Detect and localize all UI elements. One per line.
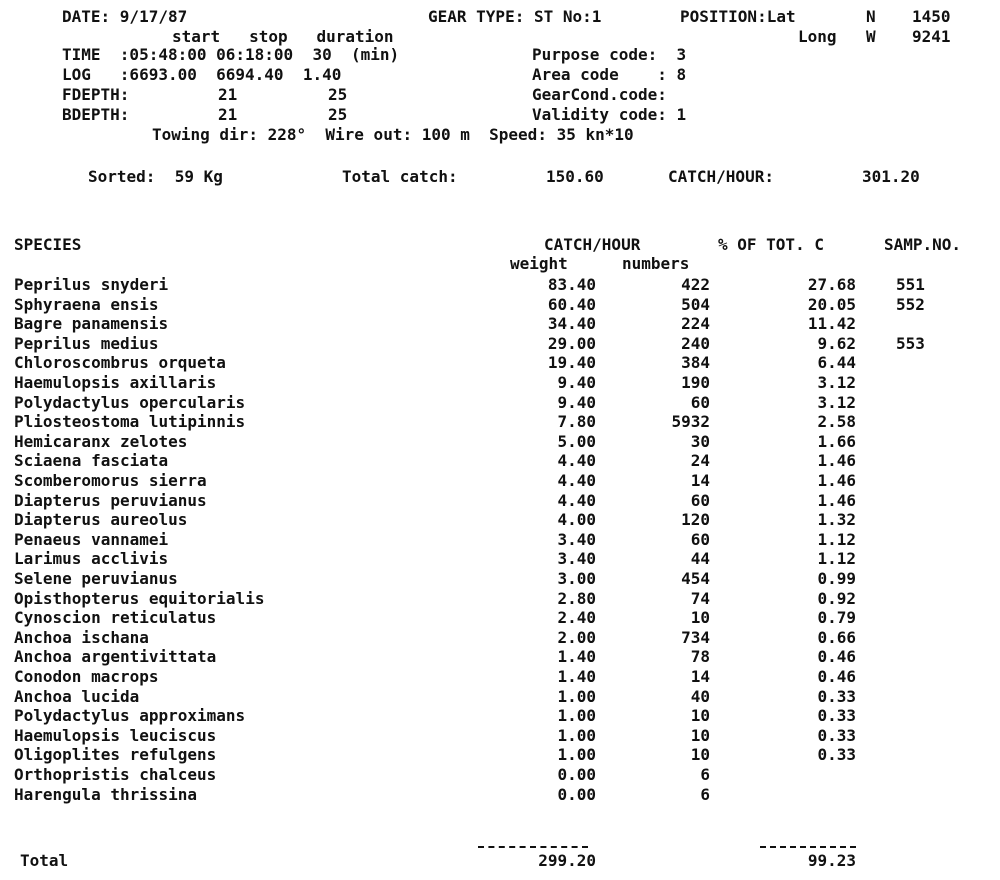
catch-weight: 4.40 — [557, 451, 596, 471]
catch-weight: 2.80 — [557, 588, 596, 608]
table-row — [0, 609, 1000, 627]
table-row — [0, 433, 1000, 451]
total-catch-label: Total catch: — [342, 167, 458, 186]
time-column-labels: start stop duration — [172, 27, 394, 46]
numbers-subheader: numbers — [622, 254, 690, 273]
catch-numbers: 60 — [690, 529, 710, 549]
species-name: Cynoscion reticulatus — [14, 608, 217, 628]
longitude-label: Long — [798, 27, 837, 46]
catch-numbers: 60 — [690, 392, 710, 412]
catch-weight: 4.00 — [557, 510, 596, 530]
catch-weight: 1.40 — [557, 667, 596, 686]
catch-weight: 4.40 — [557, 471, 596, 490]
total-weight: 299.20 — [538, 851, 596, 870]
sample-number-column-header: SAMP.NO. — [884, 235, 962, 254]
species-name: Hemicaranx zelotes — [14, 431, 188, 451]
catch-hour-column-header: CATCH/HOUR — [544, 235, 641, 254]
catch-numbers: 14 — [690, 471, 710, 490]
catch-numbers: 504 — [681, 294, 710, 314]
percent-of-total: 0.33 — [817, 686, 856, 706]
species-name: Peprilus medius — [14, 333, 159, 353]
fdepth-label: FDEPTH: — [62, 85, 130, 104]
species-name: Diapterus aureolus — [14, 510, 188, 530]
catch-weight: 3.40 — [557, 549, 596, 569]
date-field: DATE: 9/17/87 — [62, 7, 188, 26]
species-name: Sciaena fasciata — [14, 451, 169, 471]
species-name: Bagre panamensis — [14, 314, 169, 334]
catch-numbers: 384 — [681, 353, 710, 373]
species-name: Peprilus snyderi — [14, 275, 169, 294]
catch-weight: 1.00 — [557, 706, 596, 726]
table-row — [0, 354, 1000, 372]
catch-numbers: 190 — [681, 373, 710, 392]
catch-weight: 3.00 — [557, 569, 596, 588]
towing-line: Towing dir: 228° Wire out: 100 m Speed: 35 kn*10 — [152, 125, 634, 144]
table-row — [0, 374, 1000, 392]
catch-weight: 19.40 — [547, 353, 596, 373]
catch-numbers: 10 — [690, 725, 710, 745]
table-row — [0, 746, 1000, 764]
percent-of-total: 1.46 — [817, 451, 856, 471]
catch-numbers: 6 — [700, 765, 710, 784]
species-name: Chloroscombrus orqueta — [14, 353, 226, 373]
species-name: Polydactylus approximans — [14, 706, 246, 726]
species-name: Diapterus peruvianus — [14, 490, 207, 510]
catch-weight: 0.00 — [557, 784, 596, 804]
percent-total-column-header: % OF TOT. C — [718, 235, 824, 254]
species-name: Sphyraena ensis — [14, 294, 159, 314]
species-name: Scomberomorus sierra — [14, 471, 207, 490]
species-column-header: SPECIES — [14, 235, 82, 254]
species-name: Penaeus vannamei — [14, 529, 169, 549]
longitude-direction: W — [866, 27, 876, 46]
table-row — [0, 629, 1000, 647]
catch-numbers: 734 — [681, 627, 710, 647]
species-name: Anchoa ischana — [14, 627, 149, 647]
species-name: Polydactylus opercularis — [14, 392, 246, 412]
longitude-value: 9241 — [912, 27, 951, 46]
species-name: Orthopristis chalceus — [14, 765, 217, 784]
catch-weight: 3.40 — [557, 529, 596, 549]
table-row — [0, 394, 1000, 412]
catch-weight: 1.40 — [557, 647, 596, 667]
species-name: Selene peruvianus — [14, 569, 178, 588]
table-row — [0, 766, 1000, 784]
fdepth-stop: 25 — [328, 85, 348, 104]
gear-type-field: GEAR TYPE: ST No:1 — [428, 7, 602, 26]
catch-numbers: 14 — [690, 667, 710, 686]
area-code: Area code : 8 — [532, 65, 687, 84]
catch-numbers: 10 — [690, 745, 710, 765]
catch-weight: 4.40 — [557, 490, 596, 510]
table-row — [0, 452, 1000, 470]
table-row — [0, 590, 1000, 608]
catch-numbers: 224 — [681, 314, 710, 334]
sample-number: 552 — [896, 294, 925, 314]
weight-subheader: weight — [510, 254, 568, 273]
catch-numbers: 10 — [690, 608, 710, 628]
catch-weight: 83.40 — [547, 275, 596, 294]
bdepth-start: 21 — [218, 105, 238, 124]
table-row — [0, 472, 1000, 490]
catch-weight: 5.00 — [557, 431, 596, 451]
table-row — [0, 315, 1000, 333]
table-row — [0, 570, 1000, 588]
catch-numbers: 24 — [690, 451, 710, 471]
catch-numbers: 240 — [681, 333, 710, 353]
purpose-code: Purpose code: 3 — [532, 45, 687, 64]
catch-weight: 2.00 — [557, 627, 596, 647]
table-row — [0, 668, 1000, 686]
catch-weight: 29.00 — [547, 333, 596, 353]
bdepth-label: BDEPTH: — [62, 105, 130, 124]
catch-weight: 34.40 — [547, 314, 596, 334]
table-row — [0, 531, 1000, 549]
catch-numbers: 6 — [700, 784, 710, 804]
catch-numbers: 454 — [681, 569, 710, 588]
percent-of-total: 0.46 — [817, 667, 856, 686]
percent-of-total: 0.92 — [817, 588, 856, 608]
table-row — [0, 511, 1000, 529]
weight-total-rule — [478, 846, 588, 848]
percent-of-total: 0.33 — [817, 725, 856, 745]
percent-of-total: 27.68 — [807, 275, 856, 294]
species-name: Pliosteostoma lutipinnis — [14, 412, 246, 432]
catch-numbers: 422 — [681, 275, 710, 294]
table-row — [0, 648, 1000, 666]
gearcond-code: GearCond.code: — [532, 85, 667, 104]
percent-of-total: 0.46 — [817, 647, 856, 667]
position-label: POSITION:Lat — [680, 7, 796, 26]
percent-of-total: 9.62 — [817, 333, 856, 353]
catch-numbers: 10 — [690, 706, 710, 726]
catch-weight: 9.40 — [557, 373, 596, 392]
catch-hour-value: 301.20 — [862, 167, 920, 186]
percent-of-total: 1.12 — [817, 549, 856, 569]
catch-weight: 0.00 — [557, 765, 596, 784]
species-name: Anchoa lucida — [14, 686, 140, 706]
catch-weight: 1.00 — [557, 725, 596, 745]
table-row — [0, 550, 1000, 568]
catch-numbers: 30 — [690, 431, 710, 451]
percent-of-total: 1.46 — [817, 490, 856, 510]
catch-hour-label: CATCH/HOUR: — [668, 167, 774, 186]
percent-of-total: 1.66 — [817, 431, 856, 451]
catch-weight: 1.00 — [557, 686, 596, 706]
table-row — [0, 335, 1000, 353]
table-row — [0, 296, 1000, 314]
species-name: Haemulopsis axillaris — [14, 373, 217, 392]
percent-of-total: 0.99 — [817, 569, 856, 588]
time-row: TIME :05:48:00 06:18:00 30 (min) — [62, 45, 400, 64]
percent-of-total: 11.42 — [807, 314, 856, 334]
catch-numbers: 78 — [690, 647, 710, 667]
percent-of-total: 2.58 — [817, 412, 856, 432]
percent-of-total: 0.79 — [817, 608, 856, 628]
sample-number: 551 — [896, 275, 925, 294]
table-row — [0, 276, 1000, 294]
percent-of-total: 3.12 — [817, 392, 856, 412]
species-name: Opisthopterus equitorialis — [14, 588, 265, 608]
percent-of-total: 0.33 — [817, 706, 856, 726]
table-row — [0, 786, 1000, 804]
catch-weight: 1.00 — [557, 745, 596, 765]
percent-total-rule — [760, 846, 856, 848]
table-row — [0, 413, 1000, 431]
sample-number: 553 — [896, 333, 925, 353]
catch-numbers: 120 — [681, 510, 710, 530]
percent-of-total: 1.12 — [817, 529, 856, 549]
latitude-value: 1450 — [912, 7, 951, 26]
percent-of-total: 6.44 — [817, 353, 856, 373]
latitude-direction: N — [866, 7, 876, 26]
total-label: Total — [20, 851, 69, 870]
sorted-weight: Sorted: 59 Kg — [88, 167, 223, 186]
bdepth-stop: 25 — [328, 105, 348, 124]
catch-weight: 60.40 — [547, 294, 596, 314]
species-name: Oligoplites refulgens — [14, 745, 217, 765]
catch-weight: 2.40 — [557, 608, 596, 628]
table-row — [0, 688, 1000, 706]
percent-of-total: 1.32 — [817, 510, 856, 530]
catch-numbers: 5932 — [671, 412, 710, 432]
table-row — [0, 707, 1000, 725]
percent-of-total: 0.66 — [817, 627, 856, 647]
species-name: Anchoa argentivittata — [14, 647, 217, 667]
catch-numbers: 60 — [690, 490, 710, 510]
percent-of-total: 0.33 — [817, 745, 856, 765]
log-row: LOG :6693.00 6694.40 1.40 — [62, 65, 342, 84]
validity-code: Validity code: 1 — [532, 105, 687, 124]
species-name: Harengula thrissina — [14, 784, 198, 804]
catch-numbers: 44 — [690, 549, 710, 569]
species-name: Haemulopsis leuciscus — [14, 725, 217, 745]
total-percent: 99.23 — [807, 851, 856, 870]
table-row — [0, 727, 1000, 745]
table-row — [0, 492, 1000, 510]
species-name: Conodon macrops — [14, 667, 159, 686]
catch-numbers: 74 — [690, 588, 710, 608]
fdepth-start: 21 — [218, 85, 238, 104]
percent-of-total: 1.46 — [817, 471, 856, 490]
percent-of-total: 3.12 — [817, 373, 856, 392]
catch-numbers: 40 — [690, 686, 710, 706]
catch-weight: 7.80 — [557, 412, 596, 432]
catch-weight: 9.40 — [557, 392, 596, 412]
percent-of-total: 20.05 — [807, 294, 856, 314]
total-catch-value: 150.60 — [546, 167, 604, 186]
species-name: Larimus acclivis — [14, 549, 169, 569]
